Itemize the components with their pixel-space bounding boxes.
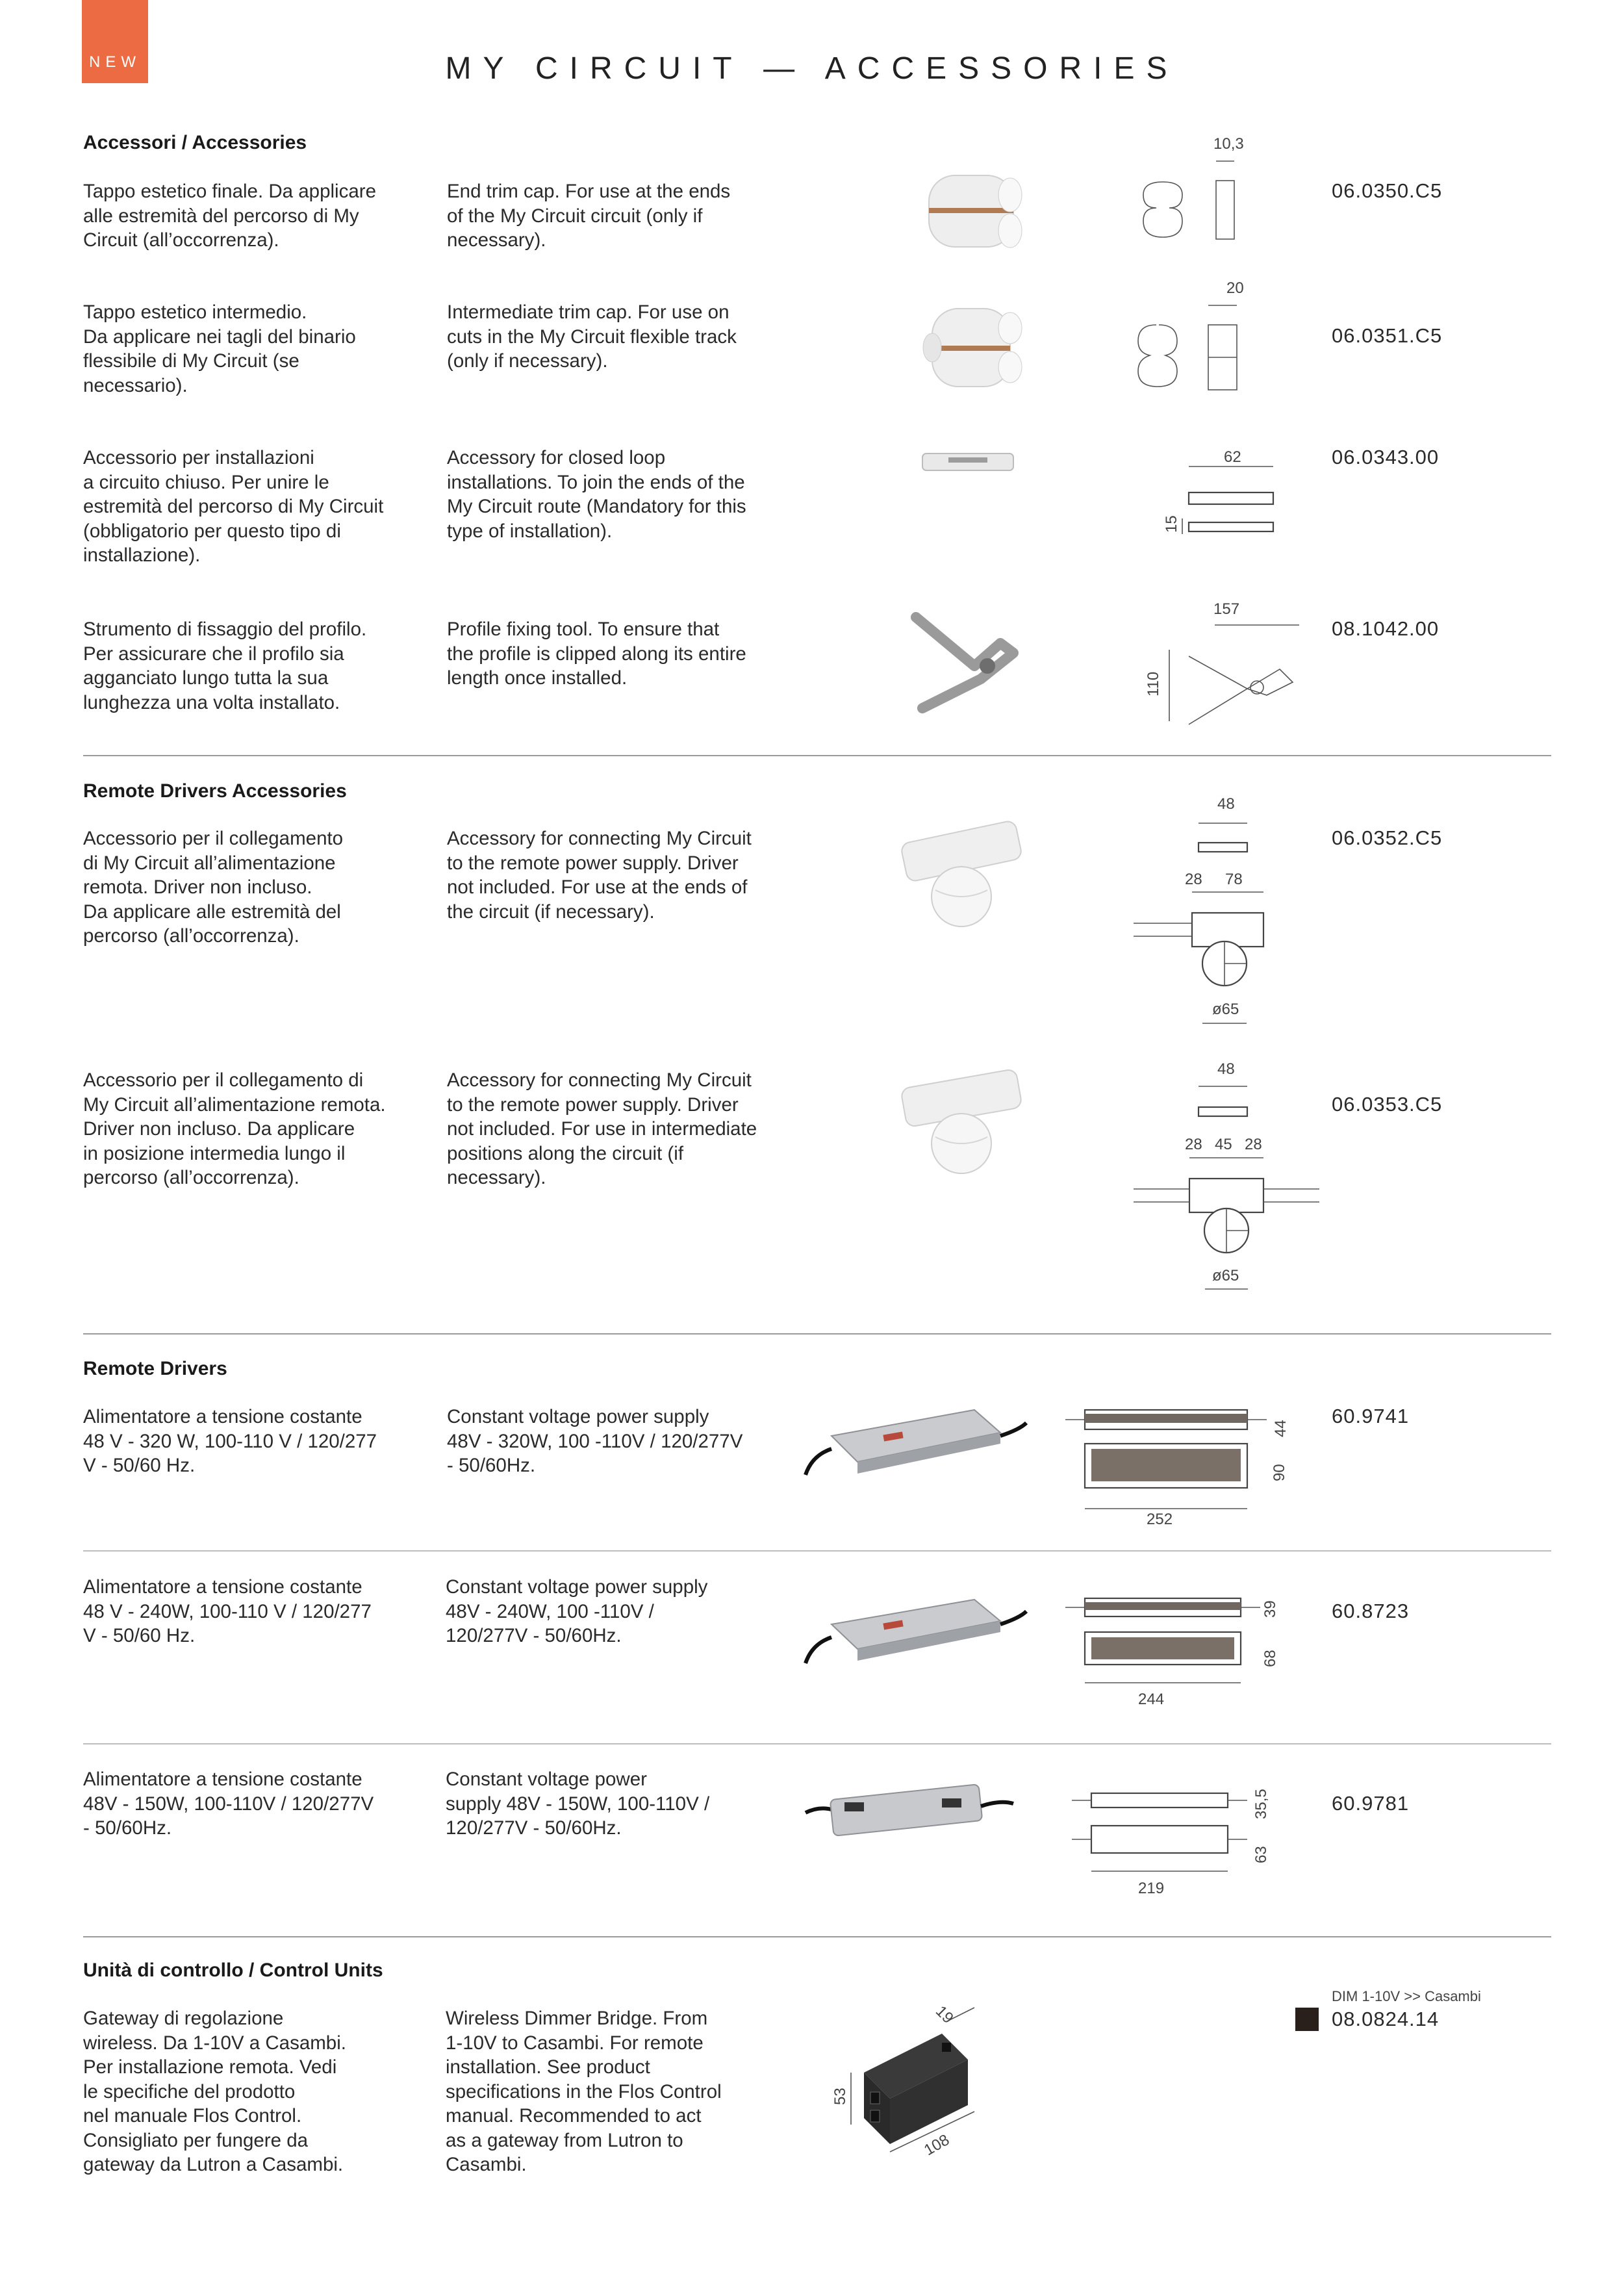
- item-it-description: Tappo estetico intermedio. Da applicare nei tagli del binario flessibile di My Circuit (se necessario).: [83, 301, 356, 396]
- item-en-description: Accessory for connecting My Circuit to the remote power supply. Driver not included. For use in intermediate positions along the circuit (if necessary).: [447, 1069, 757, 1188]
- item-code: 06.0353.C5: [1332, 1093, 1443, 1116]
- dim-label: 53: [831, 2088, 849, 2105]
- item-en-description: Constant voltage power supply 48V - 320W, 100 -110V / 120/277V - 50/60Hz.: [447, 1406, 743, 1476]
- color-swatch: [1295, 2008, 1319, 2031]
- section-title-control-units: Unità di controllo / Control Units: [83, 1960, 383, 1981]
- item-it-description: Accessorio per il collegamento di My Circuit all’alimentazione remota. Driver non incluso. Da applicare in posizione intermedia lungo il percorso (all’occorrenza).: [83, 1069, 386, 1188]
- item-code: 08.1042.00: [1332, 617, 1440, 640]
- dim-label: ø65: [1212, 1001, 1239, 1018]
- dim-label: 110: [1145, 671, 1162, 696]
- dim-label: 28: [1185, 1136, 1202, 1153]
- dim-label: 157: [1213, 600, 1240, 618]
- remote-intermediate-connector-photo: [890, 1066, 1039, 1182]
- item-it-description: Alimentatore a tensione costante 48 V - 240W, 100-110 V / 120/277 V - 50/60 Hz.: [83, 1576, 372, 1646]
- item-en-description: Constant voltage power supply 48V - 240W, 100 -110V / 120/277V - 50/60Hz.: [446, 1576, 708, 1646]
- end-cap-drawing: [1137, 149, 1267, 247]
- dim-label: 48: [1217, 795, 1235, 813]
- intermediate-cap-photo: [919, 299, 1030, 396]
- dim-label: 62: [1224, 448, 1241, 466]
- dim-label: 35,5: [1252, 1789, 1270, 1819]
- item-it-description: Strumento di fissaggio del profilo. Per assicurare che il profilo sia agganciato lungo tutta la sua lunghezza una volta installato.: [83, 619, 367, 713]
- driver-320w-drawing: [1065, 1397, 1286, 1527]
- dim-label: 108: [921, 2130, 953, 2160]
- item-it-description: Accessorio per installazioni a circuito chiuso. Per unire le estremità del percorso di My Circuit (obbligatorio per questo tipo di installazione).: [83, 447, 384, 566]
- page-title: MY CIRCUIT — ACCESSORIES: [445, 51, 1179, 86]
- item-en-description: Wireless Dimmer Bridge. From 1-10V to Casambi. For remote installation. See product specifications in the Flos Control manual. Recommended to act as a gateway from Lutron to Casambi.: [446, 2008, 722, 2175]
- item-en-description: Intermediate trim cap. For use on cuts in the My Circuit flexible track (only if necessary).: [447, 301, 737, 372]
- driver-150w-photo: [806, 1774, 1026, 1845]
- dim-label: 78: [1225, 871, 1243, 888]
- item-en-description: End trim cap. For use at the ends of the My Circuit circuit (only if necessary).: [447, 181, 731, 251]
- remote-end-connector-photo: [890, 819, 1039, 936]
- fixing-tool-drawing: [1163, 617, 1319, 734]
- dim-label: 252: [1147, 1511, 1173, 1528]
- dim-label: 90: [1271, 1464, 1288, 1481]
- item-it-description: Accessorio per il collegamento di My Circuit all’alimentazione remota. Driver non incluso. Da applicare alle estremità del percorso (all’occorrenza).: [83, 828, 344, 947]
- driver-240w-photo: [806, 1585, 1026, 1676]
- dim-label: 45: [1215, 1136, 1232, 1153]
- item-code: 08.0824.14: [1332, 2008, 1440, 2030]
- item-code: 06.0350.C5: [1332, 179, 1443, 202]
- item-code: 06.0352.C5: [1332, 826, 1443, 849]
- driver-320w-photo: [806, 1397, 1026, 1488]
- closed-loop-photo: [916, 442, 1026, 481]
- intermediate-cap-drawing: [1137, 292, 1267, 396]
- dim-label: 15: [1163, 515, 1180, 533]
- dim-label: 10,3: [1213, 135, 1244, 153]
- dim-label: ø65: [1212, 1267, 1239, 1284]
- item-it-description: Gateway di regolazione wireless. Da 1-10V a Casambi. Per installazione remota. Vedi le specifiche del prodotto nel manuale Flos Control. Consigliato per fungere da gateway da Lutron a Casambi.: [83, 2008, 346, 2175]
- dim-label: 63: [1252, 1846, 1270, 1863]
- item-en-description: Accessory for connecting My Circuit to the remote power supply. Driver not included. For use at the ends of the circuit (if necessary).: [447, 828, 752, 923]
- item-it-description: Alimentatore a tensione costante 48V - 150W, 100-110V / 120/277V - 50/60Hz.: [83, 1769, 374, 1839]
- dim-label: 19: [932, 2002, 957, 2027]
- dim-label: 68: [1262, 1650, 1279, 1667]
- item-en-description: Profile fixing tool. To ensure that the profile is clipped along its entire length once installed.: [447, 619, 746, 689]
- section-divider: [83, 755, 1551, 756]
- dim-label: 219: [1138, 1880, 1165, 1897]
- item-code: 06.0343.00: [1332, 446, 1440, 468]
- item-it-description: Alimentatore a tensione costante 48 V - 320 W, 100-110 V / 120/277 V - 50/60 Hz.: [83, 1406, 377, 1476]
- dim-label: 39: [1262, 1600, 1279, 1618]
- end-cap-photo: [922, 162, 1026, 260]
- item-note: DIM 1-10V >> Casambi: [1332, 1988, 1481, 2004]
- item-en-description: Accessory for closed loop installations. To join the ends of the My Circuit route (Mandatory for this type of installation).: [447, 447, 746, 542]
- section-divider: [83, 1936, 1551, 1937]
- dim-label: 44: [1272, 1420, 1289, 1437]
- item-code: 60.9741: [1332, 1405, 1410, 1427]
- dim-label: 28: [1245, 1136, 1262, 1153]
- closed-loop-drawing: [1176, 455, 1299, 546]
- gateway-drawing: [844, 2008, 1013, 2157]
- section-title-accessories: Accessori / Accessories: [83, 132, 307, 153]
- new-badge: NEW: [82, 0, 148, 83]
- dim-label: 48: [1217, 1060, 1235, 1078]
- driver-240w-drawing: [1065, 1585, 1286, 1715]
- fixing-tool-photo: [903, 604, 1033, 715]
- item-en-description: Constant voltage power supply 48V - 150W, 100-110V / 120/277V - 50/60Hz.: [446, 1769, 710, 1839]
- dim-label: 244: [1138, 1691, 1165, 1708]
- item-code: 60.8723: [1332, 1600, 1410, 1622]
- section-divider: [83, 1333, 1551, 1335]
- section-title-remote-drivers: Remote Drivers: [83, 1358, 227, 1379]
- row-divider: [83, 1550, 1551, 1552]
- dim-label: 20: [1226, 279, 1244, 297]
- dim-label: 28: [1185, 871, 1202, 888]
- item-code: 06.0351.C5: [1332, 324, 1443, 347]
- item-code: 60.9781: [1332, 1792, 1410, 1815]
- row-divider: [83, 1743, 1551, 1744]
- item-it-description: Tappo estetico finale. Da applicare alle estremità del percorso di My Circuit (all’occorrenza).: [83, 181, 376, 251]
- section-title-remote-accessories: Remote Drivers Accessories: [83, 780, 347, 802]
